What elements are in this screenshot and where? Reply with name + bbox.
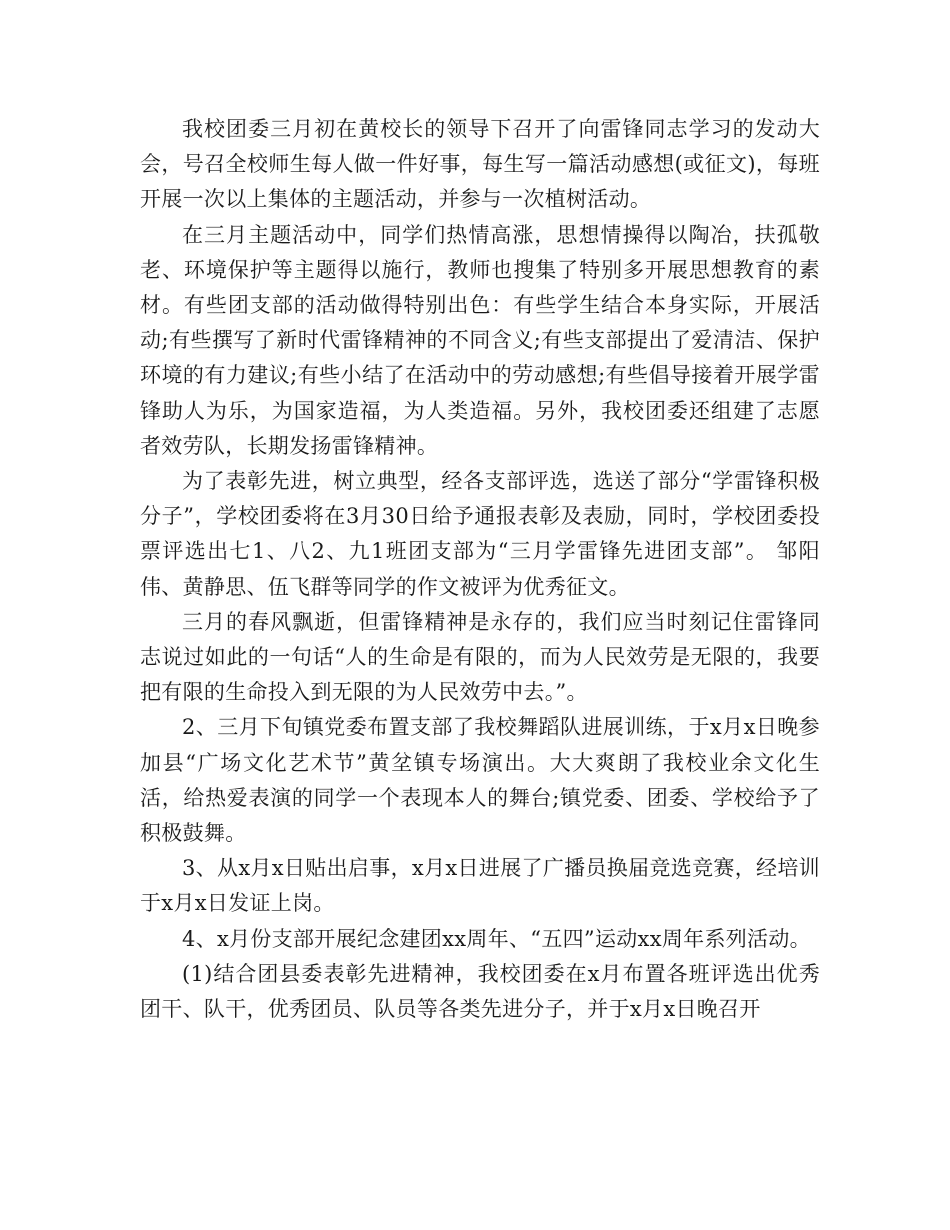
- paragraph-2: 在三月主题活动中，同学们热情高涨，思想情操得以陶冶，扶孤敬老、环境保护等主题得以施行，教师也搜集了特别多开展思想教育的素材。有些团支部的活动做得特别出色：有些学生结合本身实际，开展活动;有些撰写了新时代雷锋精神的不同含义;有些支部提出了爱清洁、保护环境的有力建议;有些小结了在活动中的劳动感想;有些倡导接着开展学雷锋助人为乐，为国家造福，为人类造福。另外，我校团委还组建了志愿者效劳队，长期发扬雷锋精神。: [140, 222, 820, 458]
- paragraph-5: 2、三月下旬镇党委布置支部了我校舞蹈队进展训练，于x月x日晚参加县“广场文化艺术节”黄坌镇专场演出。大大爽朗了我校业余文化生活，给热爱表演的同学一个表现本人的舞台;镇党委、团委、学校给予了积极鼓舞。: [140, 715, 820, 846]
- document-body: [140, 112, 820, 1027]
- paragraph-7: 4、x月份支部开展纪念建团xx周年、“五四”运动xx周年系列活动。: [182, 926, 811, 951]
- paragraph-3: 为了表彰先进，树立典型，经各支部评选，选送了部分“学雷锋积极分子”，学校团委将在3月30日给予通报表彰及表励，同时，学校团委投票评选出七1、八2、九1班团支部为“三月学雷锋先进团支部”。 邹阳伟、黄静思、伍飞群等同学的作文被评为优秀征文。: [140, 469, 820, 599]
- paragraph-8: (1)结合团县委表彰先进精神，我校团委在x月布置各班评选出优秀团干、队干，优秀团员、队员等各类先进分子，并于x月x日晚召开: [140, 961, 820, 1022]
- paragraph-1: 我校团委三月初在黄校长的领导下召开了向雷锋同志学习的发动大会，号召全校师生每人做一件好事，每生写一篇活动感想(或征文)，每班开展一次以上集体的主题活动，并参与一次植树活动。: [140, 117, 820, 212]
- paragraph-4: 三月的春风飘逝，但雷锋精神是永存的，我们应当时刻记住雷锋同志说过如此的一句话“人的生命是有限的，而为人民效劳是无限的，我要把有限的生命投入到无限的为人民效劳中去。”。: [140, 609, 820, 705]
- paragraph-6: 3、从x月x日贴出启事，x月x日进展了广播员换届竞选竞赛，经培训于x月x日发证上岗。: [140, 856, 820, 916]
